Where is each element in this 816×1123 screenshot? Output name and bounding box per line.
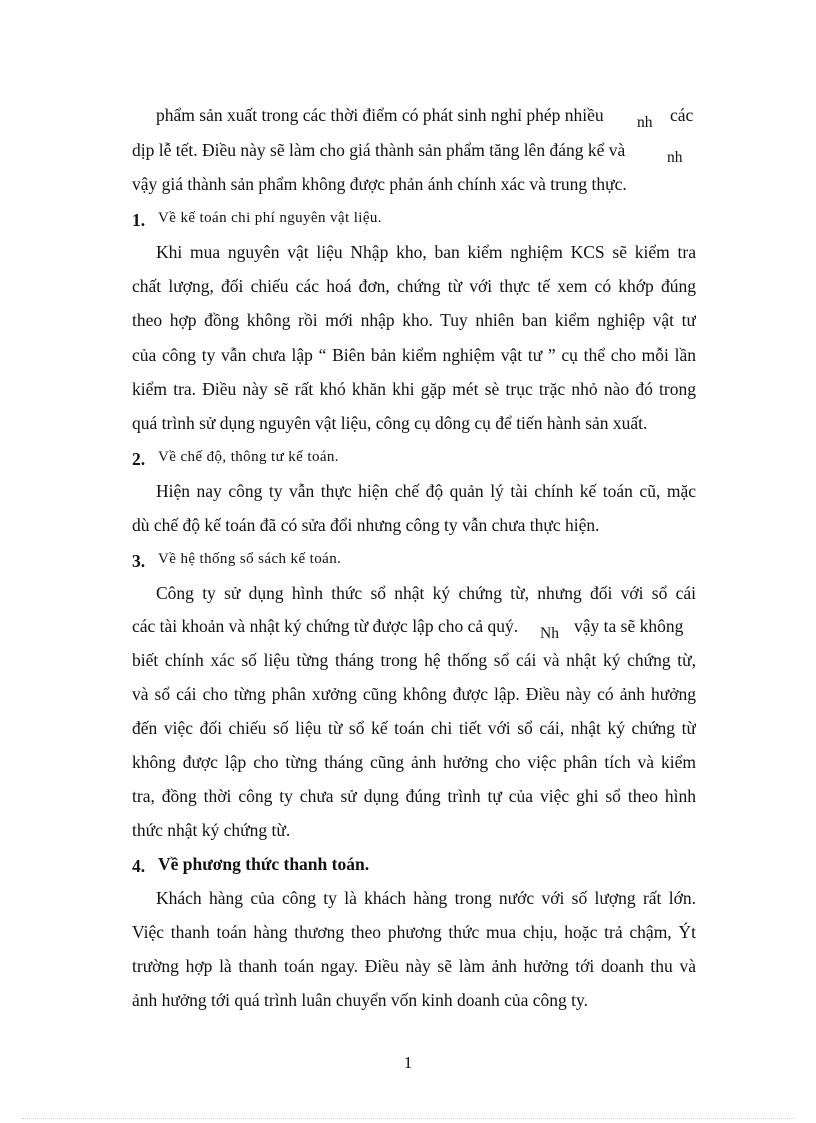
text-run: tra, đồng thời công ty chưa sử dụng đúng trình tự của việc ghi sổ theo hình: [132, 786, 696, 806]
text-run: vậy giá thành sản phẩm không được phản ánh chính xác và trung thực.: [132, 174, 627, 194]
footer-divider: [22, 1118, 794, 1119]
text-run: biết chính xác số liệu từng tháng trong hệ thống sổ cái và nhật ký chứng từ,: [132, 650, 696, 670]
heading-number: 2.: [132, 449, 146, 469]
text-run: quá trình sử dụng nguyên vật liệu, công cụ dông cụ để tiến hành sản xuất.: [132, 413, 648, 433]
text-run: của công ty vẫn chưa lập “ Biên bản kiểm nghiệm vật tư ” cụ thể cho mỗi lần: [132, 345, 696, 365]
text-run: trường hợp là thanh toán ngay. Điều này sẽ làm ảnh hưởng tới doanh thu và: [132, 956, 696, 976]
text-run: Hiện nay công ty vẫn thực hiện chế độ quản lý tài chính kế toán cũ, mặc: [156, 481, 696, 501]
heading-text: Về hệ thống sổ sách kế toán.: [158, 551, 342, 567]
text-run: dù chế độ kế toán đã có sửa đổi nhưng công ty vẫn chưa thực hiện.: [132, 515, 600, 535]
text-run: Khách hàng của công ty là khách hàng trong nước với số lượng rất lớn.: [156, 888, 696, 908]
text-run: Việc thanh toán hàng thương theo phương thức mua chịu, hoặc trả chậm, Ýt: [132, 922, 696, 942]
paragraph-line: [0, 138, 816, 164]
heading-text: Về kế toán chi phí nguyên vật liệu.: [158, 210, 382, 226]
paragraph-line: [0, 103, 816, 129]
heading-number: 1.: [132, 210, 146, 230]
text-run: chất lượng, đối chiếu các hoá đơn, chứng từ với thực tế xem có khớp đúng: [132, 276, 696, 296]
text-run: và sổ cái cho từng phân xưởng cũng không được lập. Điều này có ảnh hưởng: [132, 684, 696, 704]
paragraph-line: [0, 614, 816, 640]
heading-text: Về phương thức thanh toán.: [158, 854, 370, 874]
text-run: thức nhật ký chứng từ.: [132, 820, 291, 840]
text-run: vậy ta sẽ không: [574, 616, 684, 636]
text-run: không được lập cho từng tháng cũng ảnh hưởng cho việc phân tích và kiểm: [132, 752, 696, 772]
text-run: kiểm tra. Điều này sẽ rất khó khăn khi gặp mét sè trục trặc nhỏ nào đó trong: [132, 379, 696, 399]
heading-text: Về chế độ, thông tư kế toán.: [158, 449, 339, 465]
text-run: theo hợp đồng không rồi mới nhập kho. Tuy nhiên ban kiểm nghiệp vật tư: [132, 310, 696, 330]
subscript-fragment: nh: [667, 149, 683, 166]
text-run: đến việc đối chiếu số liệu từ sổ kế toán chi tiết với sổ cái, nhật ký chứng từ: [132, 718, 696, 738]
subscript-fragment: Nh: [540, 625, 559, 642]
text-run: phẩm sản xuất trong các thời điểm có phát sinh nghỉ phép nhiều: [156, 105, 604, 125]
subscript-fragment: nh: [637, 114, 653, 131]
text-run: dịp lễ tết. Điều này sẽ làm cho giá thành sản phẩm tăng lên đáng kể và: [132, 140, 626, 160]
heading-number: 4.: [132, 856, 146, 876]
text-run: ảnh hưởng tới quá trình luân chuyển vốn kinh doanh của công ty.: [132, 990, 588, 1010]
page-number: 1: [403, 1053, 413, 1072]
heading-number: 3.: [132, 551, 146, 571]
text-run: các tài khoản và nhật ký chứng từ được lập cho cả quý.: [132, 616, 519, 636]
text-run: các: [670, 105, 694, 125]
text-run: Công ty sử dụng hình thức sổ nhật ký chứng từ, nhưng đối với sổ cái: [156, 583, 696, 603]
text-run: Khi mua nguyên vật liệu Nhập kho, ban kiểm nghiệm KCS sẽ kiểm tra: [156, 242, 696, 262]
